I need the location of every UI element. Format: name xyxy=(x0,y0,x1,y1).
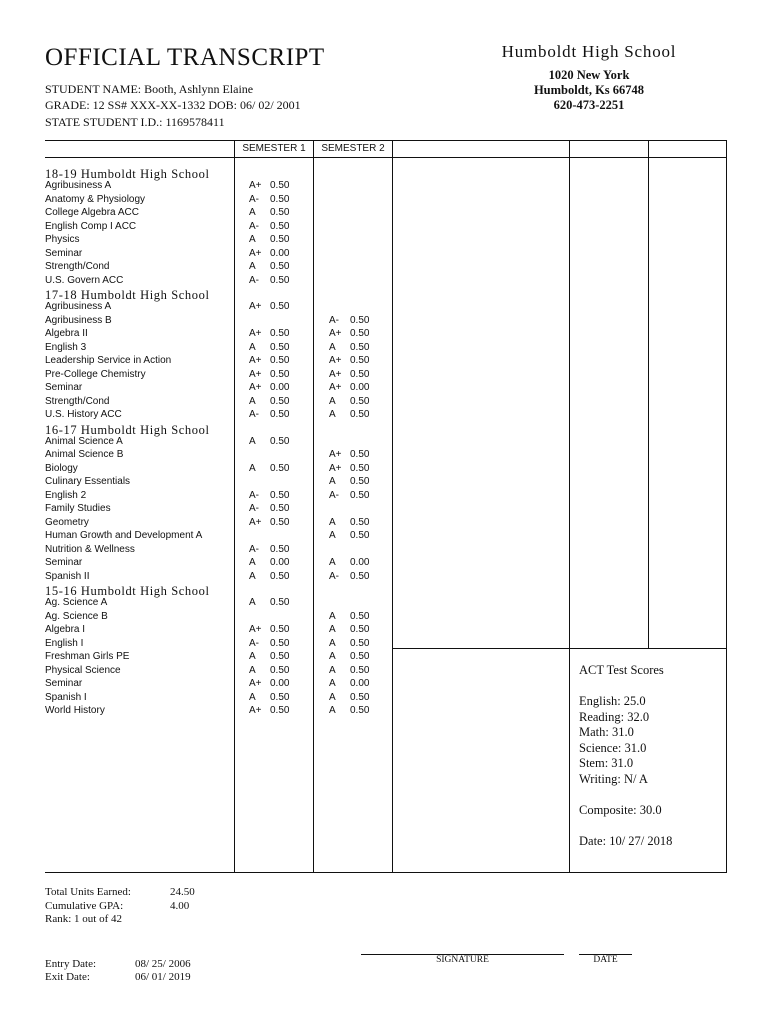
course-name: Agribusiness B xyxy=(45,314,112,326)
sem1-credit: 0.50 xyxy=(270,355,290,366)
course-name: Agribusiness A xyxy=(45,301,112,312)
course-name: Leadership Service in Action xyxy=(45,355,172,366)
sem2-grade: A- xyxy=(329,314,339,326)
course-row xyxy=(45,234,385,248)
sem1-credit: 0.50 xyxy=(270,409,290,420)
semester2-header: SEMESTER 2 xyxy=(321,143,385,154)
course-name: Ag. Science B xyxy=(45,610,108,622)
course-name: English Comp I ACC xyxy=(45,220,137,232)
sem1-grade: A+ xyxy=(249,355,262,366)
table-header-border xyxy=(45,157,727,158)
sem1-credit: 0.50 xyxy=(270,516,290,528)
sem1-credit: 0.50 xyxy=(270,503,290,514)
course-row xyxy=(45,382,385,396)
sem1-credit: 0.50 xyxy=(270,597,290,608)
course-row xyxy=(45,261,385,275)
sem1-credit: 0.50 xyxy=(270,234,290,245)
act-box-top-border xyxy=(392,648,727,649)
sem1-grade: A+ xyxy=(249,624,262,635)
sem1-grade: A- xyxy=(249,274,259,286)
sem1-grade: A- xyxy=(249,489,259,501)
course-row xyxy=(45,396,385,410)
course-row xyxy=(45,275,385,289)
sem1-grade: A xyxy=(249,341,256,353)
sem1-grade: A+ xyxy=(249,247,262,259)
sem2-grade: A- xyxy=(329,570,339,582)
sem2-grade: A xyxy=(329,624,336,635)
sem2-grade: A- xyxy=(329,489,339,501)
sem2-credit: 0.50 xyxy=(350,314,370,326)
sem2-grade: A+ xyxy=(329,355,342,366)
sem1-grade: A- xyxy=(249,220,259,232)
sem2-credit: 0.50 xyxy=(350,516,370,528)
sem2-credit: 0.00 xyxy=(350,382,370,393)
term-heading xyxy=(45,167,385,180)
course-row xyxy=(45,328,385,342)
sem2-credit: 0.50 xyxy=(350,624,370,635)
sem1-grade: A+ xyxy=(249,328,262,339)
course-name: Pre-College Chemistry xyxy=(45,368,146,380)
course-name: Anatomy & Physiology xyxy=(45,193,146,205)
sem1-credit: 0.50 xyxy=(270,543,290,555)
sem2-grade: A xyxy=(329,637,336,649)
sem2-grade: A+ xyxy=(329,462,342,474)
sem2-grade: A xyxy=(329,651,336,662)
course-name: Seminar xyxy=(45,382,83,393)
course-row xyxy=(45,517,385,531)
sem2-grade: A+ xyxy=(329,328,342,339)
course-name: Seminar xyxy=(45,557,83,568)
sem2-grade: A xyxy=(329,476,336,487)
course-name: Geometry xyxy=(45,516,89,528)
course-row xyxy=(45,638,385,652)
course-row xyxy=(45,315,385,329)
course-row xyxy=(45,355,385,369)
course-list xyxy=(45,167,385,719)
grade-ssn-dob: GRADE: 12 SS# XXX-XX-1332 DOB: 06/ 02/ 2001 xyxy=(45,98,301,112)
sem1-grade: A- xyxy=(249,637,259,649)
act-science: Science: 31.0 xyxy=(579,740,647,755)
course-name: Strength/Cond xyxy=(45,395,110,407)
sem2-credit: 0.50 xyxy=(350,637,370,649)
sem2-grade: A xyxy=(329,557,336,568)
course-name: Physical Science xyxy=(45,664,121,676)
course-name: English 3 xyxy=(45,341,87,353)
sem1-credit: 0.50 xyxy=(270,207,290,218)
sem2-grade: A xyxy=(329,341,336,353)
sem2-credit: 0.50 xyxy=(350,449,370,460)
term-heading-label: 15-16 Humboldt High School xyxy=(45,584,210,598)
course-row xyxy=(45,544,385,558)
sem1-credit: 0.50 xyxy=(270,462,290,474)
school-street: 1020 New York xyxy=(548,68,630,82)
semester2-right-border xyxy=(392,140,393,873)
course-name: U.S. History ACC xyxy=(45,409,122,420)
course-name: Strength/Cond xyxy=(45,261,110,272)
course-row xyxy=(45,463,385,477)
course-name: Family Studies xyxy=(45,503,111,514)
sem1-credit: 0.50 xyxy=(270,193,290,205)
course-row xyxy=(45,436,385,450)
course-name: Algebra II xyxy=(45,328,88,339)
sem2-grade: A+ xyxy=(329,382,342,393)
sem1-grade: A xyxy=(249,462,256,474)
sem2-grade: A xyxy=(329,516,336,528)
term-heading-label: 16-17 Humboldt High School xyxy=(45,422,210,437)
course-name: Animal Science A xyxy=(45,435,123,447)
sem1-grade: A- xyxy=(249,503,259,514)
total-units-value: 24.50 xyxy=(170,886,195,898)
course-name: Seminar xyxy=(45,678,83,689)
state-student-id: STATE STUDENT I.D.: 1169578411 xyxy=(45,115,225,129)
course-name: U.S. Govern ACC xyxy=(45,274,124,286)
course-name: Spanish II xyxy=(45,570,90,582)
course-name: Biology xyxy=(45,462,78,474)
act-scores-box xyxy=(579,663,672,849)
sem2-credit: 0.50 xyxy=(350,395,370,407)
sem2-grade: A+ xyxy=(329,368,342,380)
course-row xyxy=(45,248,385,262)
term-heading-label: 17-18 Humboldt High School xyxy=(45,288,210,302)
extra-column-border-2 xyxy=(648,140,649,649)
sem2-credit: 0.50 xyxy=(350,530,370,541)
sem2-grade: A xyxy=(329,395,336,407)
course-row xyxy=(45,342,385,356)
course-row xyxy=(45,651,385,665)
act-reading: Reading: 32.0 xyxy=(579,709,650,724)
term-heading xyxy=(45,423,385,436)
course-row xyxy=(45,624,385,638)
sem1-credit: 0.50 xyxy=(270,301,290,312)
entry-date-label: Entry Date: xyxy=(45,958,97,970)
sem2-credit: 0.50 xyxy=(350,409,370,420)
course-row xyxy=(45,207,385,221)
sem1-grade: A xyxy=(249,435,256,447)
sem2-grade: A xyxy=(329,705,336,716)
sem2-credit: 0.50 xyxy=(350,328,370,339)
sem1-grade: A xyxy=(249,207,256,218)
sem2-grade: A+ xyxy=(329,449,342,460)
sem1-grade: A- xyxy=(249,543,259,555)
sem1-grade: A xyxy=(249,234,256,245)
course-name: Freshman Girls PE xyxy=(45,651,130,662)
sem1-credit: 0.50 xyxy=(270,637,290,649)
table-right-border xyxy=(726,140,727,873)
term-heading xyxy=(45,584,385,597)
course-row xyxy=(45,476,385,490)
sem1-credit: 0.50 xyxy=(270,274,290,286)
sem1-credit: 0.50 xyxy=(270,651,290,662)
extra-column-border xyxy=(569,140,570,873)
total-units-label: Total Units Earned: xyxy=(45,886,131,898)
sem1-credit: 0.50 xyxy=(270,220,290,232)
course-row xyxy=(45,557,385,571)
sem1-credit: 0.50 xyxy=(270,705,290,716)
school-phone: 620-473-2251 xyxy=(553,98,625,112)
course-name: Human Growth and Development A xyxy=(45,530,203,541)
rank: Rank: 1 out of 42 xyxy=(45,913,122,925)
course-name: Nutrition & Wellness xyxy=(45,543,135,555)
sem2-credit: 0.50 xyxy=(350,705,370,716)
page-title: OFFICIAL TRANSCRIPT xyxy=(45,44,325,71)
course-name: English I xyxy=(45,637,84,649)
course-row xyxy=(45,194,385,208)
sem1-credit: 0.00 xyxy=(270,557,290,568)
sem1-grade: A+ xyxy=(249,678,262,689)
act-math: Math: 31.0 xyxy=(579,725,634,739)
sem2-credit: 0.50 xyxy=(350,341,370,353)
sem1-credit: 0.50 xyxy=(270,664,290,676)
course-name: Culinary Essentials xyxy=(45,476,131,487)
exit-date-label: Exit Date: xyxy=(45,971,90,983)
sem1-credit: 0.50 xyxy=(270,328,290,339)
sem1-credit: 0.50 xyxy=(270,180,290,191)
sem2-credit: 0.00 xyxy=(350,557,370,568)
act-english: English: 25.0 xyxy=(579,694,646,708)
sem2-grade: A xyxy=(329,530,336,541)
sem2-grade: A xyxy=(329,678,336,689)
table-bottom-border xyxy=(45,872,727,873)
sem2-credit: 0.50 xyxy=(350,476,370,487)
course-name: English 2 xyxy=(45,489,87,501)
signature-label: SIGNATURE xyxy=(436,955,489,965)
course-name: Ag. Science A xyxy=(45,597,108,608)
course-row xyxy=(45,301,385,315)
term-heading-label: 18-19 Humboldt High School xyxy=(45,167,210,181)
course-row xyxy=(45,705,385,719)
sem1-grade: A xyxy=(249,651,256,662)
sem2-credit: 0.50 xyxy=(350,610,370,622)
sem1-credit: 0.50 xyxy=(270,368,290,380)
sem1-credit: 0.00 xyxy=(270,247,290,259)
sem1-grade: A xyxy=(249,664,256,676)
sem1-grade: A+ xyxy=(249,301,262,312)
school-name: Humboldt High School xyxy=(501,42,677,61)
sem1-grade: A- xyxy=(249,193,259,205)
semester1-header: SEMESTER 1 xyxy=(242,143,306,154)
sem1-credit: 0.50 xyxy=(270,489,290,501)
course-row xyxy=(45,678,385,692)
sem1-credit: 0.50 xyxy=(270,624,290,635)
entry-date-value: 08/ 25/ 2006 xyxy=(135,958,191,970)
course-row xyxy=(45,692,385,706)
course-row xyxy=(45,369,385,383)
sem1-grade: A xyxy=(249,557,256,568)
sem1-credit: 0.50 xyxy=(270,435,290,447)
sem1-grade: A xyxy=(249,395,256,407)
school-city: Humboldt, Ks 66748 xyxy=(533,83,645,97)
sem1-credit: 0.50 xyxy=(270,261,290,272)
course-name: College Algebra ACC xyxy=(45,207,139,218)
sem1-credit: 0.00 xyxy=(270,678,290,689)
table-top-border xyxy=(45,140,727,141)
course-row xyxy=(45,490,385,504)
sem1-grade: A xyxy=(249,597,256,608)
sem1-grade: A xyxy=(249,691,256,703)
course-row xyxy=(45,503,385,517)
course-row xyxy=(45,180,385,194)
sem2-grade: A xyxy=(329,409,336,420)
sem2-grade: A xyxy=(329,664,336,676)
sem1-credit: 0.50 xyxy=(270,341,290,353)
course-row xyxy=(45,571,385,585)
sem2-credit: 0.50 xyxy=(350,368,370,380)
sem2-credit: 0.00 xyxy=(350,678,370,689)
sem1-credit: 0.50 xyxy=(270,570,290,582)
sem2-credit: 0.50 xyxy=(350,664,370,676)
sem1-grade: A xyxy=(249,570,256,582)
sem2-credit: 0.50 xyxy=(350,462,370,474)
course-row xyxy=(45,449,385,463)
act-date: Date: 10/ 27/ 2018 xyxy=(579,833,673,848)
act-stem: Stem: 31.0 xyxy=(579,756,634,770)
course-row xyxy=(45,221,385,235)
sem1-grade: A+ xyxy=(249,382,262,393)
course-name: Physics xyxy=(45,234,80,245)
sem1-grade: A+ xyxy=(249,368,262,380)
sem2-credit: 0.50 xyxy=(350,355,370,366)
course-row xyxy=(45,409,385,423)
sem1-credit: 0.00 xyxy=(270,382,290,393)
exit-date-value: 06/ 01/ 2019 xyxy=(135,971,191,983)
gpa-label: Cumulative GPA: xyxy=(45,900,124,912)
course-row xyxy=(45,597,385,611)
sem1-grade: A- xyxy=(249,409,259,420)
course-row xyxy=(45,530,385,544)
course-name: Spanish I xyxy=(45,691,87,703)
date-label: DATE xyxy=(593,955,618,965)
course-row xyxy=(45,611,385,625)
student-name: STUDENT NAME: Booth, Ashlynn Elaine xyxy=(45,82,254,96)
term-heading xyxy=(45,288,385,301)
sem2-grade: A xyxy=(329,691,336,703)
course-name: Algebra I xyxy=(45,624,86,635)
act-composite: Composite: 30.0 xyxy=(579,802,662,817)
gpa-value: 4.00 xyxy=(170,900,190,912)
act-title: ACT Test Scores xyxy=(579,663,664,677)
course-name: Animal Science B xyxy=(45,449,124,460)
sem2-credit: 0.50 xyxy=(350,651,370,662)
sem1-grade: A+ xyxy=(249,180,262,191)
course-name: Agribusiness A xyxy=(45,180,112,191)
sem2-credit: 0.50 xyxy=(350,570,370,582)
sem1-credit: 0.50 xyxy=(270,395,290,407)
act-writing: Writing: N/ A xyxy=(579,771,648,786)
sem1-grade: A+ xyxy=(249,516,262,528)
sem2-credit: 0.50 xyxy=(350,489,370,501)
sem1-grade: A+ xyxy=(249,705,262,716)
sem1-grade: A xyxy=(249,261,256,272)
course-name: Seminar xyxy=(45,247,83,259)
course-name: World History xyxy=(45,705,105,716)
course-row xyxy=(45,665,385,679)
sem2-credit: 0.50 xyxy=(350,691,370,703)
sem2-grade: A xyxy=(329,610,336,622)
sem1-credit: 0.50 xyxy=(270,691,290,703)
